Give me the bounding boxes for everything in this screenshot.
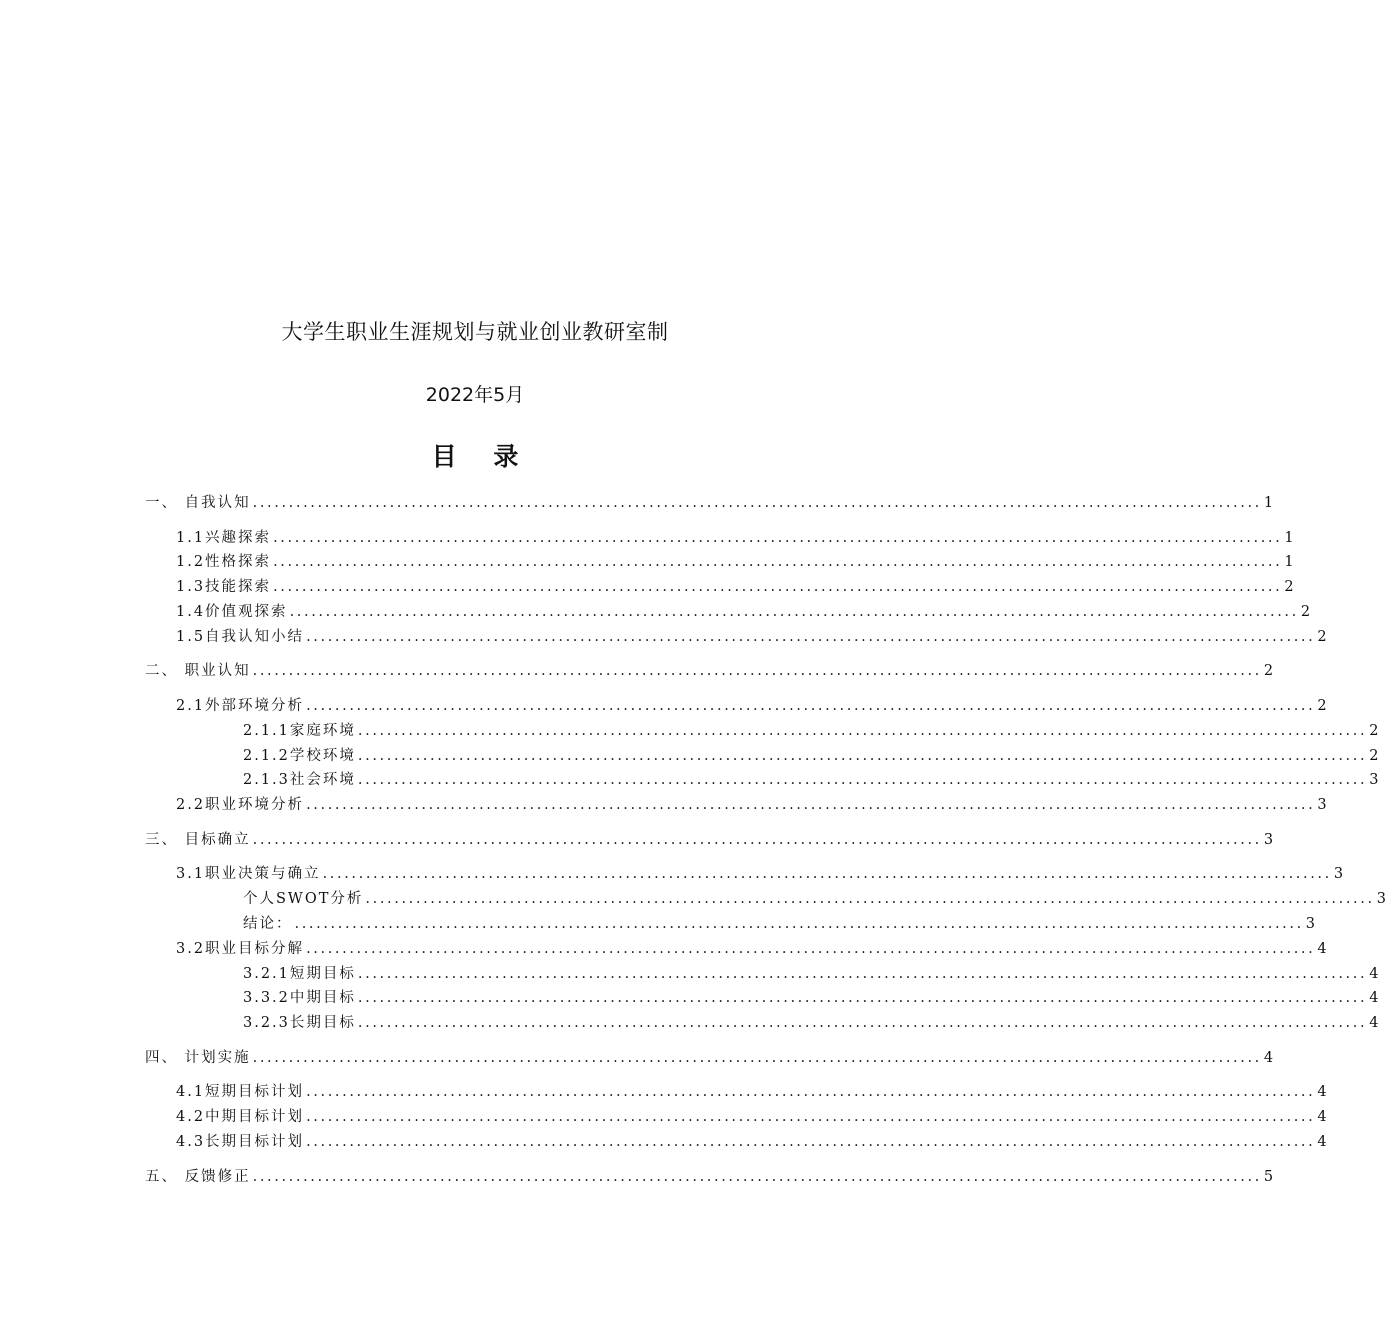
toc-page-number: 3 (1376, 891, 1386, 908)
toc-dot-leader: ............................................................................................................................................ (273, 554, 1283, 571)
toc-page-number: 3 (1263, 831, 1274, 848)
toc-entry-label: 四、 计划实施 (145, 1049, 251, 1066)
toc-entry-label: 3.2.1短期目标 (243, 965, 356, 982)
toc-entry-label: 二、 职业认知 (145, 663, 251, 680)
toc-entry-label: 1.5自我认知小结 (176, 628, 305, 645)
toc-page-number: 2 (1263, 663, 1274, 680)
toc-entry-label: 1.3技能探索 (176, 579, 272, 596)
toc-title: 目 录 (431, 442, 533, 471)
toc-dot-leader: ............................................................................................................................................ (306, 628, 1316, 645)
toc-entry[interactable] (243, 913, 1316, 935)
date-line: 2022年5月 (425, 384, 525, 406)
toc-page-number: 1 (1263, 495, 1274, 511)
toc-entry[interactable] (243, 888, 1386, 910)
toc-entry-label: 2.1外部环境分析 (176, 698, 305, 714)
toc-page-number: 4 (1369, 965, 1379, 982)
toc-dot-leader: ............................................................................................................................................ (322, 866, 1332, 883)
toc-entry[interactable] (243, 720, 1379, 742)
toc-page-number: 2 (1317, 628, 1327, 645)
toc-entry-label: 三、 目标确立 (145, 831, 251, 848)
toc-entry[interactable] (176, 551, 1294, 573)
toc-dot-leader: ............................................................................................................................................ (252, 831, 1262, 848)
toc-dot-leader: ............................................................................................................................................ (289, 604, 1299, 620)
toc-page-number: 4 (1317, 1109, 1327, 1126)
toc-entry-label: 2.1.3社会环境 (243, 772, 356, 789)
toc-entry[interactable] (243, 1012, 1379, 1034)
toc-entry-label: 4.2中期目标计划 (176, 1109, 305, 1126)
toc-entry-label: 3.1职业决策与确立 (176, 866, 321, 883)
toc-page-number: 2 (1369, 722, 1379, 739)
toc-page-number: 4 (1263, 1049, 1274, 1066)
toc-page-number: 4 (1369, 990, 1379, 1007)
toc-dot-leader: ............................................................................................................................................ (357, 990, 1368, 1007)
toc-entry[interactable] (176, 601, 1311, 623)
toc-entry-label: 结论： (243, 916, 293, 932)
toc-dot-leader: ............................................................................................................................................ (273, 579, 1283, 596)
toc-dot-leader: ............................................................................................................................................ (252, 663, 1262, 680)
toc-page-number: 2 (1300, 604, 1311, 620)
toc-entry[interactable] (176, 626, 1327, 648)
toc-entry-label: 个人SWOT分析 (243, 891, 364, 908)
toc-dot-leader: ............................................................................................................................................ (357, 722, 1368, 739)
toc-entry-label: 2.2职业环境分析 (176, 797, 305, 814)
toc-page-number: 3 (1305, 916, 1316, 932)
toc-entry[interactable] (243, 745, 1379, 767)
toc-page-number: 4 (1369, 1015, 1379, 1032)
toc-dot-leader: ............................................................................................................................................ (357, 1015, 1368, 1032)
toc-dot-leader: ............................................................................................................................................ (252, 1168, 1262, 1185)
toc-entry[interactable] (243, 963, 1379, 985)
toc-entry[interactable] (145, 1047, 1274, 1069)
toc-entry-label: 2.1.1家庭环境 (243, 722, 356, 739)
toc-entry[interactable] (176, 938, 1327, 960)
toc-entry[interactable] (176, 1106, 1327, 1128)
toc-entry[interactable] (145, 660, 1274, 682)
toc-dot-leader: ............................................................................................................................................ (357, 965, 1368, 982)
toc-entry[interactable] (145, 1166, 1274, 1188)
toc-page-number: 3 (1369, 772, 1379, 789)
toc-page-number: 3 (1317, 797, 1327, 814)
toc-entry-label: 2.1.2学校环境 (243, 747, 356, 764)
toc-dot-leader: ............................................................................................................................................ (306, 698, 1316, 714)
toc-entry[interactable] (176, 576, 1294, 598)
toc-entry-label: 1.4价值观探索 (176, 604, 288, 620)
toc-dot-leader: ............................................................................................................................................ (252, 1049, 1262, 1066)
toc-dot-leader: ............................................................................................................................................ (357, 747, 1368, 764)
toc-page-number: 4 (1317, 1084, 1327, 1101)
toc-page-number: 2 (1317, 698, 1327, 714)
toc-entry-label: 4.1短期目标计划 (176, 1084, 305, 1101)
toc-entry-label: 3.3.2中期目标 (243, 990, 356, 1007)
toc-dot-leader: ............................................................................................................................................ (306, 797, 1316, 814)
toc-dot-leader: ............................................................................................................................................ (306, 940, 1316, 957)
toc-dot-leader: ............................................................................................................................................ (357, 772, 1368, 789)
toc-page-number: 1 (1284, 554, 1294, 571)
toc-entry-label: 五、 反馈修正 (145, 1168, 251, 1185)
toc-page-number: 2 (1284, 579, 1294, 596)
toc-dot-leader: ............................................................................................................................................ (306, 1084, 1316, 1101)
toc-entry[interactable] (176, 1131, 1327, 1153)
toc-entry[interactable] (145, 492, 1274, 514)
toc-entry-label: 3.2职业目标分解 (176, 940, 305, 957)
toc-page-number: 4 (1317, 940, 1327, 957)
toc-entry-label: 一、 自我认知 (145, 495, 251, 511)
toc-page-number: 3 (1333, 866, 1344, 883)
toc-dot-leader: ............................................................................................................................................ (273, 529, 1283, 546)
toc-entry[interactable] (243, 987, 1379, 1009)
toc-entry[interactable] (176, 1081, 1327, 1103)
organization-line: 大学生职业生涯规划与就业创业教研室制 (281, 320, 669, 344)
toc-page-number: 1 (1284, 529, 1294, 546)
toc-dot-leader: ............................................................................................................................................ (294, 916, 1304, 932)
toc-entry-label: 4.3长期目标计划 (176, 1134, 305, 1150)
toc-dot-leader: ............................................................................................................................................ (252, 495, 1262, 511)
toc-entry[interactable] (176, 527, 1294, 549)
toc-page-number: 4 (1317, 1134, 1327, 1150)
toc-dot-leader: ............................................................................................................................................ (365, 891, 1375, 908)
toc-entry[interactable] (176, 695, 1327, 717)
toc-dot-leader: ............................................................................................................................................ (306, 1109, 1316, 1126)
toc-entry[interactable] (176, 863, 1344, 885)
toc-dot-leader: ............................................................................................................................................ (306, 1134, 1316, 1150)
toc-entry-label: 3.2.3长期目标 (243, 1015, 356, 1032)
toc-entry-label: 1.1兴趣探索 (176, 529, 272, 546)
toc-entry-label: 1.2性格探索 (176, 554, 272, 571)
toc-entry[interactable] (176, 794, 1327, 816)
toc-entry[interactable] (243, 769, 1379, 791)
toc-page-number: 5 (1263, 1168, 1274, 1185)
toc-entry[interactable] (145, 829, 1274, 851)
toc-page-number: 2 (1369, 747, 1379, 764)
